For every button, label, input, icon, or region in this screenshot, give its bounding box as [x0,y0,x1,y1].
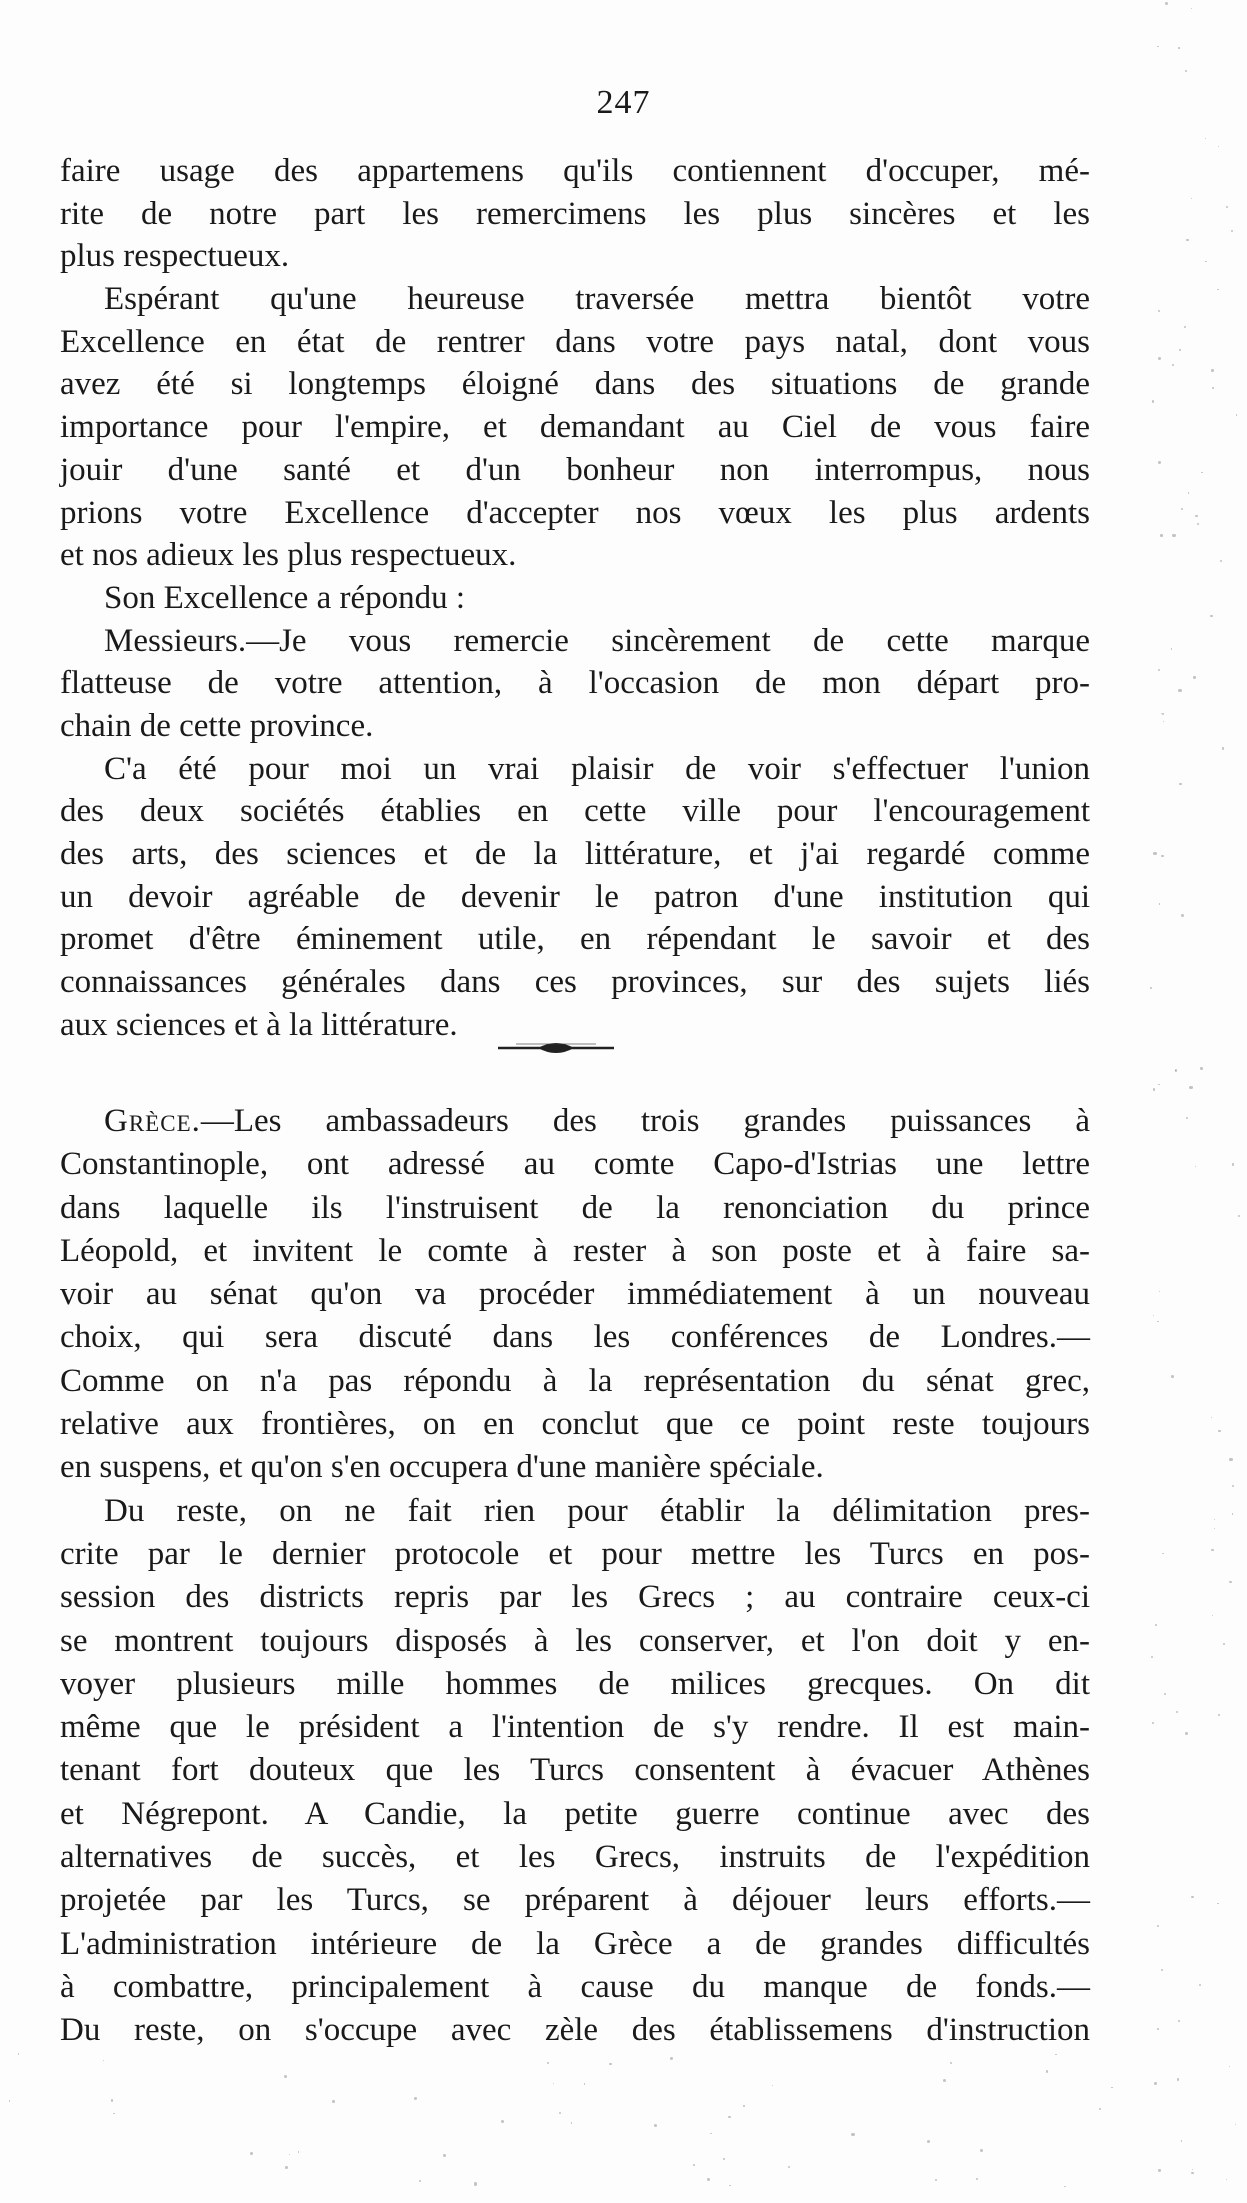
speckle [1205,261,1207,263]
speckle [1064,2186,1066,2188]
speckle [1220,560,1222,562]
speckle [1210,615,1212,617]
speckle [1157,46,1158,47]
section2-line: choix, qui sera discuté dans les conférences de Londres.— [60,1319,1090,1356]
section2-line: L'administration intérieure de la Grèce a de grandes difficultés [60,1925,1090,1962]
section1-line: importance pour l'empire, et demandant au Ciel de vous faire [60,409,1090,446]
speckle [1157,2028,1159,2030]
section2-line: même que le président a l'intention de s'y rendre. Il est main- [60,1709,1090,1746]
speckle [743,2105,745,2107]
section1-line: prions votre Excellence d'accepter nos vœux les plus ardents [60,494,1090,531]
speckle [1171,1375,1174,1378]
section2-line: relative aux frontières, on en conclut que ce point reste toujours [60,1406,1090,1443]
speckle [1229,2066,1230,2067]
speckle [1160,534,1162,536]
section2-line: voyer plusieurs mille hommes de milices grecques. On dit [60,1665,1090,1702]
speckle [18,2053,20,2055]
speckle [1099,2108,1101,2110]
section2-line: projetée par les Turcs, se préparent à déjouer leurs efforts.— [60,1882,1090,1919]
section2-line: se montrent toujours disposés à les conserver, et l'on doit y en- [60,1622,1090,1659]
speckle [1159,1291,1160,1292]
speckle [772,2085,773,2086]
speckle [1218,1714,1221,1717]
speckle [1150,987,1152,989]
greece-news-block [60,1100,1090,2053]
section1-line: des arts, des sciences et de la littérature, et j'ai regardé comme [60,836,1090,872]
speckle [1158,461,1161,464]
speckle [9,2100,11,2102]
speckle [1191,2172,1193,2174]
speckle [1232,1485,1235,1488]
speckle [1232,1513,1234,1515]
speckle [1162,1553,1164,1555]
speckle [1211,1417,1212,1418]
speckle [1229,1458,1232,1461]
speckle [1153,852,1156,855]
speckle [553,2083,554,2084]
speckle [729,2185,730,2186]
speckle [1192,2169,1193,2170]
speckle [1218,1430,1221,1433]
section2-line: à combattre, principalement à cause du manque de fonds.— [60,1968,1090,2005]
speckle [1211,1549,1213,1551]
greece-first-line-text: —Les ambassadeurs des trois grandes puissances à [200,1103,1090,1139]
greece-heading: Grèce. [104,1103,201,1139]
speckle [654,2124,657,2127]
section1-line: Espérant qu'une heureuse traversée mettra bientôt votre [104,281,1090,318]
speckle [1164,1693,1166,1695]
speckle [1211,369,1214,372]
speckle [723,2158,725,2160]
speckle [1157,1925,1159,1927]
speckle [1158,1084,1160,1086]
speckle [1195,515,1198,518]
speckle [1181,914,1184,917]
speckle [1179,349,1181,351]
speckle [609,2063,611,2065]
speckle [1226,206,1229,209]
speckle [1171,648,1172,649]
section1-line: Excellence en état de rentrer dans votre pays natal, dont vous [60,323,1090,360]
section2-line: session des districts repris par les Grecs ; au contraire ceux-ci [60,1579,1090,1616]
section2-line: en suspens, et qu'on s'en occupera d'une manière spéciale. [60,1449,824,1486]
speckle [980,2149,983,2152]
greece-first-line [60,1100,1090,1143]
speckle [559,2112,561,2114]
speckle [728,2116,730,2118]
speckle [788,2166,790,2168]
section1-line: et nos adieux les plus respectueux. [60,537,517,574]
section2-line: et Négrepont. A Candie, la petite guerre continue avec des [60,1795,1090,1832]
speckle [419,2180,421,2182]
speckle [1205,138,1206,139]
speckle [250,2152,253,2155]
speckle [1046,2070,1048,2072]
section1-line: des deux sociétés établies en cette ville pour l'encouragement [60,793,1090,830]
speckle [1212,1615,1214,1617]
section1-line: un devoir agréable de devenir le patron d'une institution qui [60,878,1090,915]
section2-line: Comme on n'a pas répondu à la représentation du sénat grec, [60,1362,1090,1399]
speckle [1055,2054,1056,2055]
speckle [1214,1519,1215,1520]
speckle [1229,1581,1231,1583]
speckle [670,2057,673,2060]
speckle [1191,198,1192,199]
section-divider-ornament [496,1036,616,1060]
speckle [1155,1624,1157,1626]
section2-line: Du reste, on s'occupe avec zèle des établissemens d'instruction [60,2012,1090,2049]
section1-line: connaissances générales dans ces provinces, sur des sujets liés [60,964,1090,1001]
speckle [1178,47,1180,49]
speckle [1165,2,1168,5]
section1-line: flatteuse de votre attention, à l'occasion de mon départ pro- [60,665,1090,702]
speckle [1191,8,1192,9]
speckle [1199,1984,1201,1986]
speckle [927,2140,930,2143]
speckle [103,2060,104,2061]
section1-line: aux sciences et à la littérature. [60,1006,458,1043]
speckle [1191,1896,1194,1899]
speckle [1222,747,1225,750]
speckle [1158,310,1161,313]
speckle [950,2062,952,2064]
speckle [1158,2169,1160,2171]
speckle [1162,713,1165,716]
speckle [1218,146,1219,147]
speckle [1189,1086,1192,1089]
speckle [710,2133,711,2134]
speckle [284,2075,287,2078]
speckle [1159,903,1160,904]
speckle [1161,1969,1163,1971]
section1-line: avez été si longtemps éloigné dans des situations de grande [60,366,1090,403]
speckle [1179,783,1181,785]
speckle [1214,1528,1215,1529]
section1-line: rite de notre part les remercimens les plus sincères et les [60,195,1090,232]
speech-text-block [60,150,1090,1046]
speckle [1185,1732,1188,1735]
speckle [976,2178,978,2180]
speckle [1231,230,1233,232]
speckle [1152,400,1155,403]
speckle [1188,492,1189,493]
speckle [1186,239,1189,242]
speckle [1172,364,1174,366]
speckle [1158,357,1161,360]
speckle [1195,1166,1196,1167]
section2-line: dans laquelle ils l'instruisent de la renonciation du prince [60,1189,1090,1226]
speckle [1111,2087,1112,2088]
speckle [1223,1643,1225,1645]
page-number: 247 [596,84,651,121]
section2-line: crite par le dernier protocole et pour mettre les Turcs en pos- [60,1535,1090,1572]
speckle [1200,1067,1203,1070]
speckle [474,2182,477,2185]
speckle [1197,523,1199,525]
section2-line: voir au sénat qu'on va procéder immédiatement à un nouveau [60,1276,1090,1313]
speckle [1212,387,1214,389]
speckle [1158,669,1161,672]
section1-line: chain de cette province. [60,707,374,744]
section2-line: alternatives de succès, et les Grecs, instruits de l'expédition [60,1839,1090,1876]
speckle [1201,472,1203,474]
speckle [1153,1088,1156,1091]
speckle [1176,1711,1178,1713]
speckle [113,2113,115,2115]
section1-line: Messieurs.—Je vous remercie sincèrement de cette marque [104,622,1090,659]
section1-line: promet d'être éminement utile, en répendant le savoir et des [60,921,1090,958]
speckle [1151,1656,1153,1658]
speckle [1232,1163,1235,1166]
speckle [111,2099,113,2101]
speckle [289,2154,290,2155]
speckle [571,2122,573,2124]
speckle [1185,70,1187,72]
section2-line: Léopold, et invitent le comte à rester à son poste et à faire sa- [60,1232,1090,1269]
speckle [1178,689,1181,692]
speckle [1236,414,1237,415]
speckle [1178,2020,1180,2022]
section2-line: Du reste, on ne fait rien pour établir la délimitation pres- [104,1492,1090,1529]
speckle [501,2120,504,2123]
section2-line: tenant fort douteux que les Turcs consentent à évacuer Athènes [60,1752,1090,1789]
speckle [1238,1215,1240,1217]
speckle [298,2151,300,2153]
section1-line: Son Excellence a répondu : [104,579,466,616]
speckle [414,2097,417,2100]
speckle [1154,2082,1157,2085]
speckle [1181,2140,1182,2141]
section1-line: jouir d'une santé et d'un bonheur non interrompus, nous [60,451,1090,488]
speckle [1217,1903,1218,1904]
section1-line: plus respectueux. [60,238,290,275]
speckle [943,2079,946,2082]
speckle [935,2179,937,2181]
speckle [1157,1321,1159,1323]
speckle [285,2166,288,2169]
speckle [443,2154,446,2157]
speckle [1193,676,1195,678]
speckle [1177,2078,1180,2081]
speckle [1235,2124,1236,2125]
speckle [1152,1722,1154,1724]
speckle [1184,326,1186,328]
section2-line: Constantinople, ont adressé au comte Capo-d'Istrias une lettre [60,1146,1090,1183]
section1-line: C'a été pour moi un vrai plaisir de voir s'effectuer l'union [104,750,1090,787]
speckle [851,2133,854,2136]
speckle [332,2100,335,2103]
section1-line: faire usage des appartemens qu'ils contiennent d'occuper, mé- [60,153,1090,189]
speckle [1186,1117,1188,1119]
speckle [1172,534,1175,537]
speckle [1163,721,1164,722]
speckle [547,2062,549,2064]
speckle [693,2164,695,2166]
speckle [1217,289,1219,291]
speckle [1181,508,1183,510]
speckle [1226,2179,1227,2180]
speckle [1153,1315,1154,1316]
speckle [1161,855,1163,857]
speckle [584,2083,586,2085]
speckle [707,2178,710,2181]
